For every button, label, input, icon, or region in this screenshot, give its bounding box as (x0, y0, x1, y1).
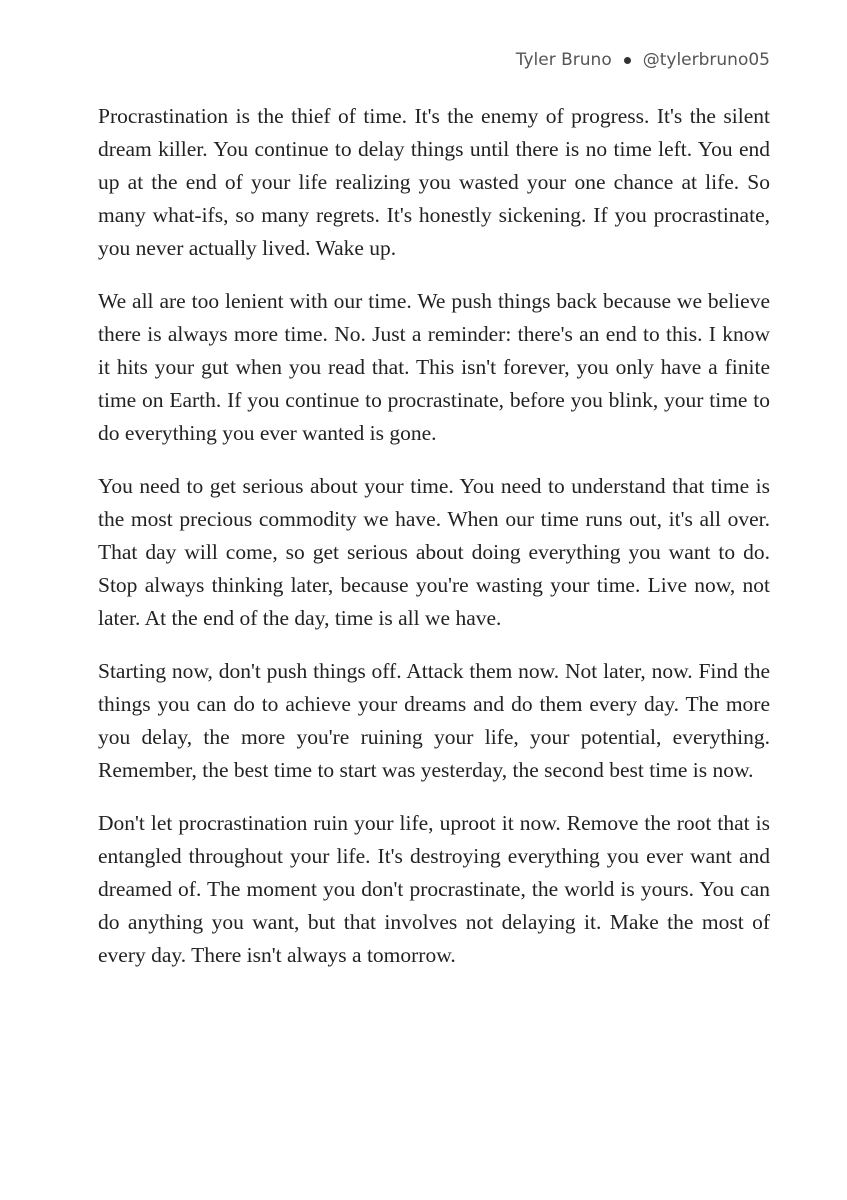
paragraph-4: Starting now, don't push things off. Attack them now. Not later, now. Find the things you can do to achieve your dreams and do them every day. The more you delay, the more you're ruining your life, your potential, everything. Remember, the best time to start was yesterday, the second best time is now. (98, 659, 770, 782)
paragraph-3: You need to get serious about your time. You need to understand that time is the most precious commodity we have. When our time runs out, it's all over. That day will come, so get serious about doing everything you want to do. Stop always thinking later, because you're wasting your time. Live now, not later. At the end of the day, time is all we have. (98, 474, 770, 630)
paragraph-2: We all are too lenient with our time. We push things back because we believe there is always more time. No. Just a reminder: there's an end to this. I know it hits your gut when you read that. This isn't forever, you only have a finite time on Earth. If you continue to procrastinate, before you blink, your time to do everything you ever wanted is gone. (98, 289, 770, 445)
article-body (98, 100, 770, 992)
separator-dot-icon (624, 57, 631, 64)
byline (516, 50, 770, 70)
author-handle: @tylerbruno05 (642, 50, 770, 70)
paragraph-1: Procrastination is the thief of time. It's the enemy of progress. It's the silent dream killer. You continue to delay things until there is no time left. You end up at the end of your life realizing you wasted your one chance at life. So many what-ifs, so many regrets. It's honestly sickening. If you procrastinate, you never actually lived. Wake up. (98, 104, 770, 260)
paragraph-5: Don't let procrastination ruin your life, uproot it now. Remove the root that is entangled throughout your life. It's destroying everything you ever want and dreamed of. The moment you don't procrastinate, the world is yours. You can do anything you want, but that involves not delaying it. Make the most of every day. There isn't always a tomorrow. (98, 811, 770, 967)
author-name: Tyler Bruno (515, 50, 612, 70)
